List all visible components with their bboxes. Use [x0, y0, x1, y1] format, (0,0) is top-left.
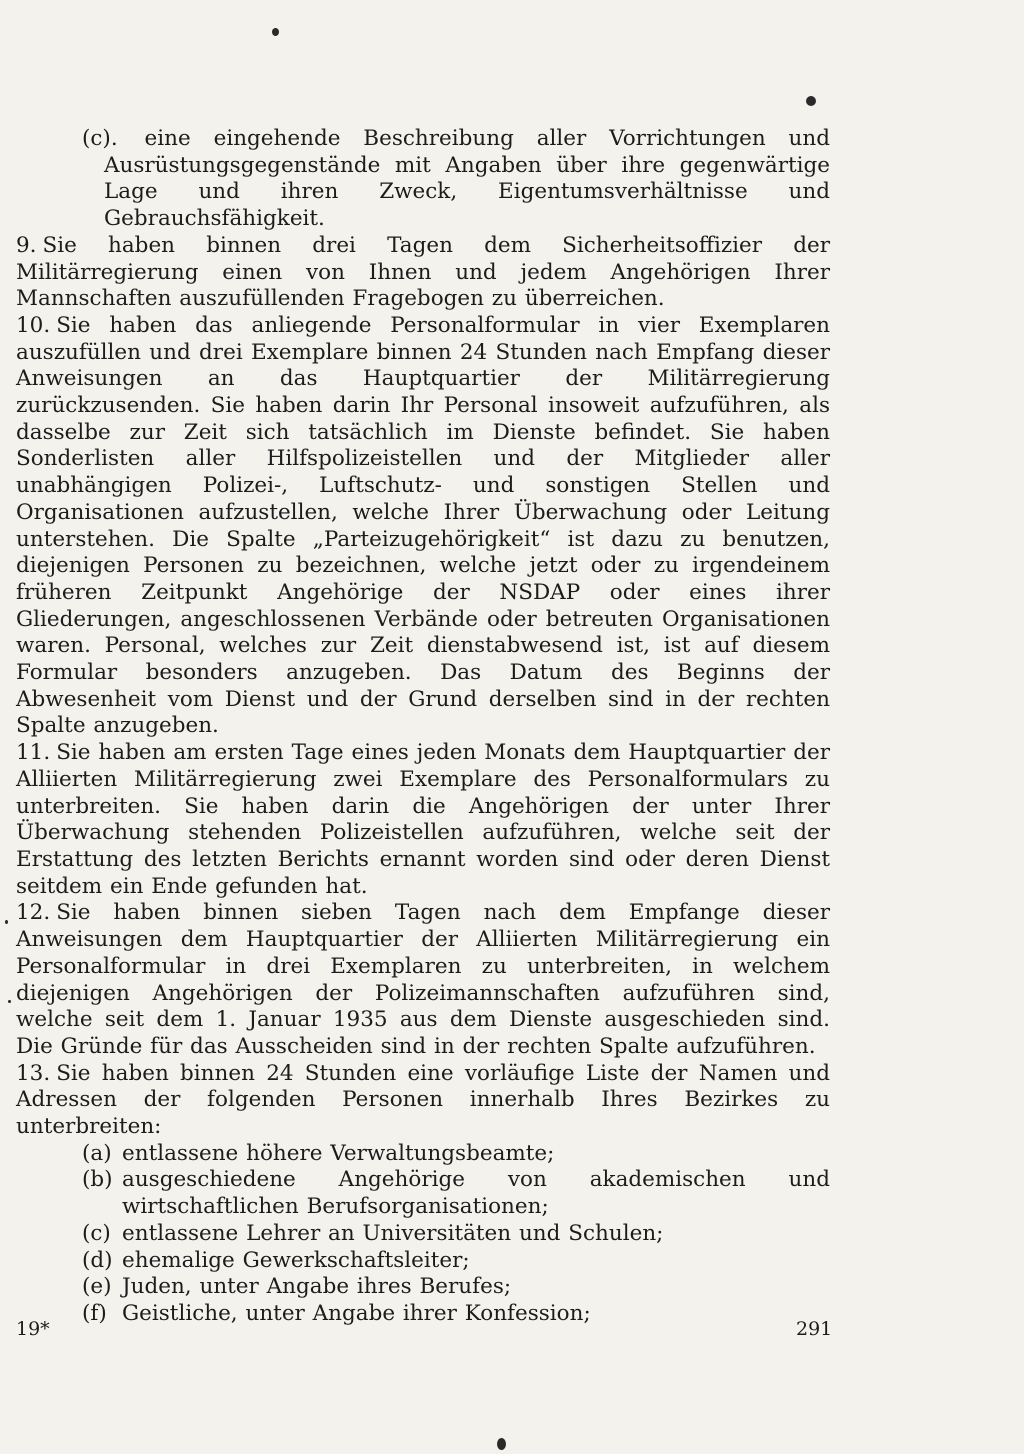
list-item-text: Geistliche, unter Angabe ihrer Konfession;: [122, 1300, 591, 1326]
list-item-marker: (e): [82, 1274, 112, 1300]
paragraph-11: [16, 740, 830, 900]
list-item-text: entlassene höhere Verwaltungsbeamte;: [122, 1140, 555, 1166]
ink-speck: [5, 920, 8, 924]
paragraph-text: Sie haben binnen drei Tagen dem Sicherheitsoffizier der Militärregierung einen von Ihnen und jedem Angehörigen Ihrer Mannschaften auszufüllenden Fragebogen zu überreichen.: [16, 232, 830, 312]
paragraph-number: 10.: [16, 312, 51, 338]
list-item-marker: (c): [82, 1220, 111, 1246]
item-c-marker: (c).: [82, 126, 118, 151]
paragraph-number: 13.: [16, 1060, 51, 1086]
paragraph-text: Sie haben am ersten Tage eines jeden Monats dem Hauptquartier der Alliierten Militärregierung zwei Exemplare des Personalformulars zu unterbreiten. Sie haben darin die Angehörigen der unter Ihrer Überwachung stehenden Polizeistellen aufzuführen, welche seit der Erstattung des letzten Berichts ernannt worden sind oder deren Dienst seitdem ein Ende gefunden hat.: [16, 740, 830, 899]
ink-speck: [497, 1438, 506, 1450]
paragraph-text: Sie haben das anliegende Personalformular in vier Exemplaren auszufüllen und drei Exemplare binnen 24 Stunden nach Empfang dieser Anweisungen an das Hauptquartier der Militärregierung zurückzusenden. Sie haben darin Ihr Personal insoweit aufzuführen, als dasselbe zur Zeit sich tatsächlich im Dienste befindet. Sie haben Sonderlisten aller Hilfspolizeistellen und der Mitglieder aller unabhängigen Polizei-, Luftschutz- und sonstigen Stellen und Organisationen aufzustellen, welche Ihrer Überwachung oder Leitung unterstehen. Die Spalte „Parteizugehörigkeit“ ist dazu zu benutzen, diejenigen Personen zu bezeichnen, welche jetzt oder zu irgendeinem früheren Zeitpunkt Angehörige der NSDAP oder eines ihrer Gliederungen, angeschlossenen Verbände oder betreuten Organisationen waren. Personal, welches zur Zeit dienstabwesend ist, ist auf diesem Formular besonders anzugeben. Das Datum des Beginns der Abwesenheit vom Dienst und der Grund derselben sind in der rechten Spalte anzugeben.: [16, 312, 830, 739]
body-text: [16, 126, 830, 1328]
list-item-text: entlassene Lehrer an Universitäten und Schulen;: [122, 1220, 664, 1246]
paragraph-text: Sie haben binnen 24 Stunden eine vorläufige Liste der Namen und Adressen der folgenden Personen innerhalb Ihres Bezirkes zu unterbreiten:: [16, 1060, 830, 1140]
list-item: [16, 1248, 830, 1275]
list-item-marker: (f): [82, 1300, 107, 1326]
ink-speck: [272, 28, 279, 36]
page-number: 291: [796, 1318, 833, 1340]
item-c-text: eine eingehende Beschreibung aller Vorrichtungen und Ausrüstungsgegenstände mit Angaben über ihre gegenwärtige Lage und ihren Zweck, Eigentumsverhältnisse und Gebrauchsfähigkeit.: [104, 126, 831, 232]
list-item: [16, 1301, 830, 1328]
ink-speck: [8, 1000, 11, 1003]
paragraph-number: 11.: [16, 740, 51, 766]
person-category-list: [16, 1141, 830, 1328]
paragraph-10: [16, 313, 830, 740]
signature-mark: 19*: [16, 1318, 50, 1340]
list-item: [16, 1141, 830, 1168]
paragraph-number: 12.: [16, 900, 51, 926]
paragraph-13: [16, 1061, 830, 1141]
paragraph-text: Sie haben binnen sieben Tagen nach dem Empfange dieser Anweisungen dem Hauptquartier der Alliierten Militärregierung ein Personalformular in drei Exemplaren zu unterbreiten, in welchem diejenigen Angehörigen der Polizeimannschaften aufzuführen sind, welche seit dem 1. Januar 1935 aus dem Dienste ausgeschieden sind. Die Gründe für das Ausscheiden sind in der rechten Spalte aufzuführen.: [16, 900, 830, 1059]
list-item: [16, 1274, 830, 1301]
paragraph-9: [16, 233, 830, 313]
list-item-text: Juden, unter Angabe ihres Berufes;: [122, 1274, 512, 1300]
list-item-marker: (a): [82, 1140, 112, 1166]
list-item: [16, 1167, 830, 1220]
list-item-marker: (b): [82, 1167, 113, 1193]
list-item-text: ausgeschiedene Angehörige von akademischen und wirtschaftlichen Berufsorganisationen;: [122, 1167, 830, 1220]
ink-speck: [806, 96, 816, 106]
item-c: [16, 126, 830, 233]
list-item-marker: (d): [82, 1247, 113, 1273]
list-item: [16, 1221, 830, 1248]
paragraph-number: 9.: [16, 232, 37, 258]
list-item-text: ehemalige Gewerkschaftsleiter;: [122, 1247, 470, 1273]
paragraph-12: [16, 900, 830, 1060]
